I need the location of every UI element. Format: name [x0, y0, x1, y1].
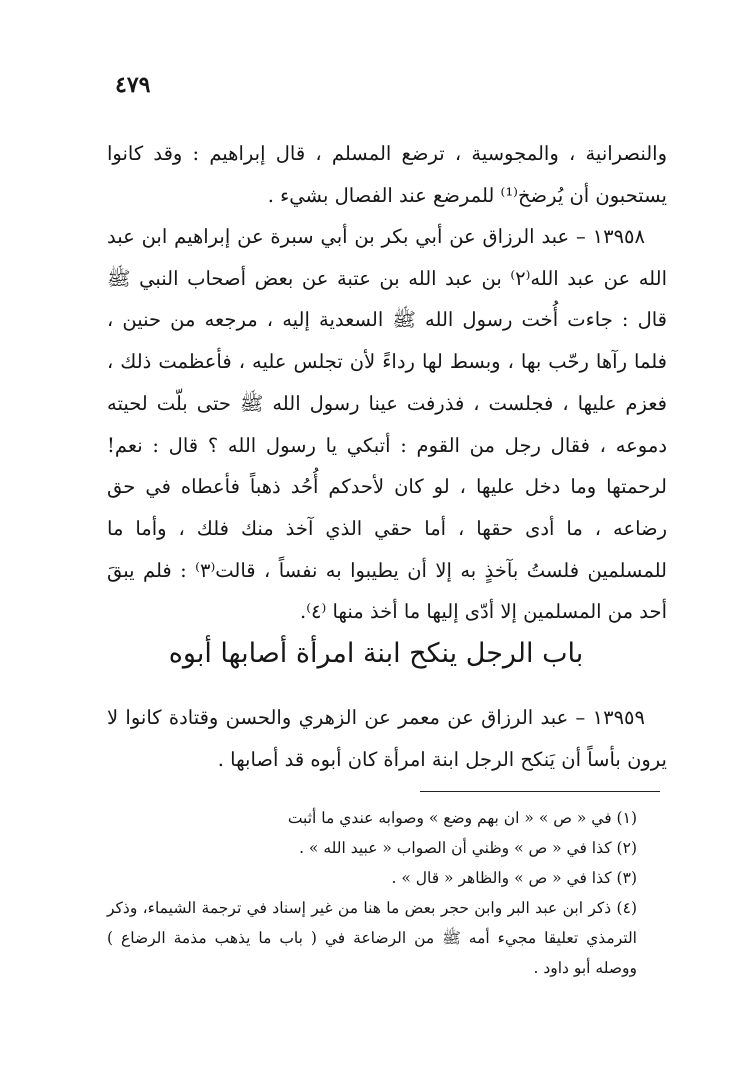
hadith-13959-paragraph [107, 697, 667, 780]
hadith-13958-body: ١٣٩٥٨ – عبد الرزاق عن أبي بكر بن أبي سبرة عن إبراهيم ابن عبد الله عن عبد الله⁽٢⁾ بن عبد الله بن عتبة عن بعض أصحاب النبي ﷺ قال : جاءت أُخت رسول الله ﷺ السعدية إليه ، مرجعه من حنين ، فلما رآها رحّب بها ، وبسط لها رداءً لأن تجلس عليه ، فأعظمت ذلك ، فعزم عليها ، فجلست ، فذرفت عينا رسول الله ﷺ حتى بلّت لحيته دموعه ، فقال رجل من القوم : أتبكي يا رسول الله ؟ قال : نعم! لرحمتها وما دخل عليها ، لو كان لأحدكم أُحُد ذهباً فأعطاه في حق رضاعه ، ما أدى حقها ، أما حقي الذي آخذ منك فلك ، وأما ما للمسلمين فلستُ بآخذٍ به إلا أن يطيبوا به نفساً ، قالت⁽٣⁾ : فلم يبقَ أحد من المسلمين إلا أدّى إليها ما أخذ منها ⁽٤⁾. [107, 225, 667, 624]
footnote-4: (٤) ذكر ابن عبد البر وابن حجر بعض ما هنا من غير إسناد في ترجمة الشيماء، وذكر الترمذي تعليقا مجيء أمه ﷺ من الرضاعة في ( باب ما يذهب مذمة الرضاع ) ووصله أبو داود . [107, 899, 637, 977]
hadith-13959-body: ١٣٩٥٩ – عبد الرزاق عن معمر عن الزهري والحسن وقتادة كانوا لا يرون بأساً أن يَنكح الرجل ابنة امرأة كان أبوه قد أصابها . [107, 706, 667, 771]
footnote-separator [420, 791, 660, 792]
hadith-13959-text [107, 697, 667, 780]
hadith-13958-paragraph [107, 216, 667, 633]
hadith-13958-text [107, 216, 667, 633]
footnote-2: (٢) كذا في « ص » وظني أن الصواب « عبيد الله » . [299, 839, 637, 857]
footnote-3: (٣) كذا في « ص » والظاهر « قال » . [391, 869, 637, 887]
footnote-1: (١) في « ص » « ان بهم وضع » وصوابه عندي ما أثبت [287, 809, 637, 827]
chapter-title: باب الرجل ينكح ابنة امرأة أصابها أبوه [168, 638, 584, 669]
page-number: ٤٧٩ [115, 72, 151, 98]
intro-paragraph [107, 133, 667, 216]
intro-text: والنصرانية ، والمجوسية ، ترضع المسلم ، قال إبراهيم : وقد كانوا يستحبون أن يُرضخ⁽¹⁾ للمرضع عند الفصال بشيء . [107, 142, 667, 207]
footnotes-section [107, 803, 667, 983]
